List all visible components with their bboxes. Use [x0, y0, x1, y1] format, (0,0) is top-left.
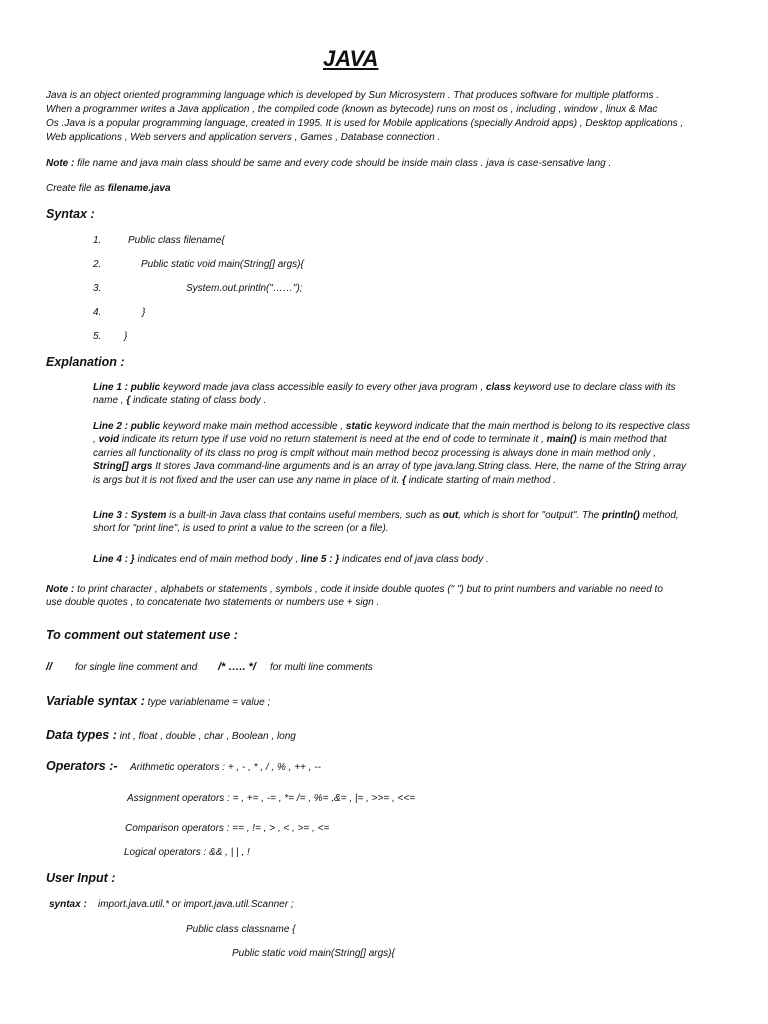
explanation-heading: Explanation : [46, 355, 125, 369]
syntax-line-number: 1. [93, 235, 102, 246]
text: It stores Java command-line arguments and is an array of type java.lang.String class. Here, the name of the String array [152, 461, 687, 473]
note-text: file name and java main class should be same and every code should be inside main class . java is case-sensative lang . [74, 158, 612, 169]
text: keyword made java class accessible easily to every other java program , [160, 382, 486, 393]
text: indicate its return type if use void no return statement is need at the end of code to terminate it , [119, 434, 547, 446]
page-title: JAVA [323, 46, 379, 71]
intro-line: Os .Java is a popular programming language, created in 1995. It is used for Mobile applications (specially Android apps) , Desktop applications , [46, 118, 684, 129]
assignment-operators: Assignment operators : = , += , -= , *= /= , %= ,&= , |= , >>= , <<= [127, 793, 416, 804]
syntax-line-code: Public class filename{ [128, 235, 225, 246]
text: indicates end of main method body , [134, 554, 301, 565]
syntax-line-number: 3. [93, 283, 102, 294]
variable-heading: Variable syntax : [46, 694, 145, 708]
text: short for "print line", is used to print a value to the screen (or a file). [93, 523, 389, 535]
variable-text: type variablename = value ; [144, 697, 271, 708]
text: , which is short for "output". The [458, 510, 602, 521]
text: keyword make main method accessible , [160, 421, 346, 432]
explanation-line-3 [93, 509, 733, 536]
text: keyword indicate that the main merthod is belong to its respective class [372, 421, 690, 432]
syntax-line-number: 4. [93, 307, 102, 318]
multi-comment-symbol: /* ….. */ [218, 661, 256, 673]
line-label: Line 4 : } [93, 554, 135, 565]
keyword: out [442, 510, 459, 521]
datatypes-text: int , float , double , char , Boolean , long [116, 731, 296, 742]
keyword: String[] args [93, 461, 153, 473]
text: indicate starting of main method . [405, 474, 557, 486]
text: is main method that [576, 434, 667, 446]
arithmetic-operators: Arithmetic operators : + , - , * , / , % , ++ , -- [130, 762, 321, 773]
comment-heading: To comment out statement use : [46, 628, 238, 642]
multi-comment-text: for multi line comments [270, 662, 373, 673]
intro-line: Java is an object oriented programming language which is developed by Sun Microsystem . That produces software for multiple platforms . [46, 90, 660, 101]
line-label: Line 3 : System [93, 510, 167, 521]
keyword: void [98, 434, 120, 446]
logical-operators: Logical operators : && , | | , ! [124, 847, 250, 858]
explanation-line-1 [93, 381, 733, 408]
comparison-operators: Comparison operators : == , != , > , < , >= , <= [125, 823, 330, 834]
text: indicates end of java class body . [339, 554, 489, 565]
main-method-declaration: Public static void main(String[] args){ [232, 948, 395, 959]
operators-heading: Operators :- [46, 759, 118, 773]
syntax-line-number: 5. [93, 331, 102, 342]
text: is a built-in Java class that contains useful members, such as [166, 510, 443, 521]
syntax-line-code: System.out.println("……"); [186, 283, 303, 294]
text: use double quotes , to concatenate two statements or numbers use + sign . [46, 597, 380, 609]
text: indicate stating of class body . [130, 395, 267, 407]
syntax-line-code: Public static void main(String[] args){ [141, 259, 304, 270]
keyword: { [402, 474, 406, 486]
note-label: Note : [46, 584, 75, 595]
explanation-line-4-5 [93, 553, 489, 566]
single-comment-symbol: // [46, 661, 53, 673]
text: name , [93, 395, 127, 407]
note-label: Note : [46, 158, 75, 169]
intro-line: Web applications , Web servers and application servers , Games , Database connection . [46, 132, 441, 143]
text: method, [639, 510, 679, 521]
class-declaration: Public class classname { [186, 924, 296, 935]
explanation-line-2 [93, 420, 733, 487]
syntax-line-code: } [142, 307, 146, 318]
user-input-syntax-label: syntax : [49, 899, 87, 910]
keyword: println() [601, 510, 640, 521]
keyword: static [345, 421, 373, 432]
text: keyword use to declare class with its [510, 382, 676, 393]
keyword: class [485, 382, 511, 393]
text: is args but it is not fixed and the user can use any name in place of it. [93, 474, 403, 486]
keyword: public [130, 382, 161, 393]
create-file-text: Create file as [46, 183, 108, 194]
note-filename [46, 157, 611, 170]
datatypes-heading: Data types : [46, 728, 117, 742]
text: , [93, 434, 99, 446]
keyword: public [130, 421, 161, 432]
text: carries all functionality of its class no prog is cmplt without main method becoz processing is always done in main method only , [93, 447, 657, 459]
single-comment-text: for single line comment and [75, 662, 198, 673]
keyword: line 5 : } [300, 554, 340, 565]
syntax-heading: Syntax : [46, 207, 95, 221]
create-file-line [46, 182, 171, 195]
keyword: main() [546, 434, 577, 446]
syntax-line-number: 2. [93, 259, 102, 270]
syntax-line-code: } [124, 331, 128, 342]
line-label: Line 1 : [93, 382, 129, 393]
create-file-name: filename.java [107, 183, 171, 194]
keyword: { [126, 395, 131, 407]
data-types-line [46, 726, 296, 744]
variable-syntax-line [46, 692, 270, 710]
intro-line: When a programmer writes a Java application , the compiled code (known as bytecode) runs on most os , including , window , linux & Mac [46, 104, 658, 115]
note-print [46, 583, 736, 610]
line-label: Line 2 : [93, 421, 129, 432]
import-statement: import.java.util.* or import.java.util.Scanner ; [98, 899, 294, 910]
user-input-heading: User Input : [46, 871, 116, 885]
text: to print character , alphabets or statements , symbols , code it inside double quotes (" ") but to print numbers and variable no need to [74, 584, 663, 595]
